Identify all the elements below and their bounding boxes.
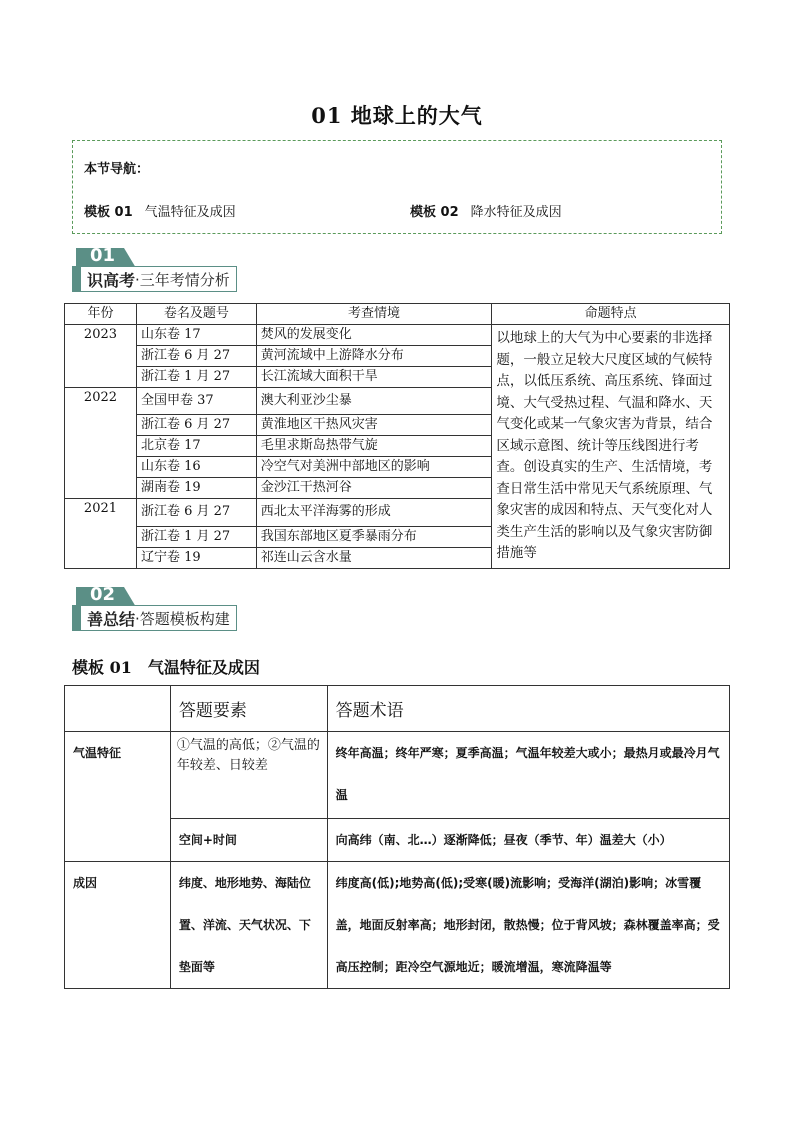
banner-sub-text: ·答题模板构建 [135,609,230,628]
template-table [64,685,730,989]
column-header: 年份 [65,304,137,325]
context-cell: 焚风的发展变化 [256,325,492,346]
feature-cell: 以地球上的大气为中心要素的非选择题，一般立足较大尺度区域的气候特点，以低压系统、高压系统、锋面过境、大气受热过程、气温和降水、天气变化或某一气象灾害为背景，结合区域示意图、统计等压线图进行考查。创设真实的生产、生活情境，考查日常生活中常见天气系统原理、气象灾害的成因和特点、天气变化对人类生产生活的影响以及气象灾害防御措施等 [492,325,730,569]
paper-cell: 山东卷 16 [136,457,256,478]
exam-analysis-table [64,303,730,569]
banner-label [80,266,237,292]
element-cell: 纬度、地形地势、海陆位置、洋流、天气状况、下垫面等 [170,862,327,989]
section-banner-02 [72,584,272,635]
table-header-row [65,686,730,732]
table-row [65,732,730,819]
nav-item-template-02[interactable] [410,201,562,220]
banner-strong-text: 善总结 [87,609,136,629]
banner-number: 01 [90,245,116,266]
nav-item-name: 降水特征及成因 [470,205,562,220]
element-cell: ①气温的高低；②气温的年较差、日较差 [170,732,327,819]
row-label-feature: 气温特征 [65,732,171,862]
paper-cell: 辽宁卷 19 [136,547,256,568]
paper-cell: 浙江卷 1 月 27 [136,367,256,388]
column-header: 命题特点 [492,304,730,325]
context-cell: 西北太平洋海雾的形成 [256,499,492,526]
nav-item-code: 模板 02 [410,205,459,220]
template-code: 模板 01 [72,658,132,677]
navigation-heading: 本节导航： [84,162,150,177]
banner-strong-text: 识高考 [87,270,136,290]
nav-item-code: 模板 01 [84,205,133,220]
paper-cell: 浙江卷 1 月 27 [136,526,256,547]
template-heading [72,655,260,678]
paper-cell: 山东卷 17 [136,325,256,346]
nav-item-template-01[interactable] [84,201,236,220]
context-cell: 祁连山云含水量 [256,547,492,568]
column-header: 答题要素 [170,686,327,732]
paper-cell: 北京卷 17 [136,436,256,457]
context-cell: 我国东部地区夏季暴雨分布 [256,526,492,547]
nav-item-name: 气温特征及成因 [144,205,236,220]
paper-cell: 湖南卷 19 [136,478,256,499]
table-row [65,325,730,346]
column-header: 卷名及题号 [136,304,256,325]
term-cell: 终年高温；终年严寒；夏季高温；气温年较差大或小；最热月或最冷月气温 [327,732,729,819]
paper-cell: 浙江卷 6 月 27 [136,499,256,526]
context-cell: 毛里求斯岛热带气旋 [256,436,492,457]
paper-cell: 浙江卷 6 月 27 [136,415,256,436]
column-header: 答题术语 [327,686,729,732]
column-header: 考查情境 [256,304,492,325]
banner-sub-text: ·三年考情分析 [135,270,230,289]
page-title: 01 地球上的大气 [311,103,483,128]
context-cell: 金沙江干热河谷 [256,478,492,499]
table-header-row [65,304,730,325]
year-cell: 2022 [65,388,137,499]
banner-accent-bar [72,605,80,631]
paper-cell: 全国甲卷 37 [136,388,256,415]
term-cell: 向高纬（南、北…）逐渐降低；昼夜（季节、年）温差大（小） [327,819,729,862]
table-row [65,862,730,989]
banner-label [80,605,237,631]
context-cell: 澳大利亚沙尘暴 [256,388,492,415]
row-label-cause: 成因 [65,862,171,989]
context-cell: 冷空气对美洲中部地区的影响 [256,457,492,478]
year-cell: 2021 [65,499,137,568]
template-name: 气温特征及成因 [147,658,260,677]
context-cell: 黄河流域中上游降水分布 [256,346,492,367]
paper-cell: 浙江卷 6 月 27 [136,346,256,367]
term-cell: 纬度高(低);地势高(低);受寒(暖)流影响；受海洋(湖泊)影响；冰雪覆盖，地面反射率高；地形封闭，散热慢；位于背风坡；森林覆盖率高；受高压控制；距冷空气源地近；暖流增温，寒流降温等 [327,862,729,989]
context-cell: 长江流域大面积干旱 [256,367,492,388]
banner-accent-bar [72,266,80,292]
section-banner-01 [72,245,272,296]
element-cell: 空间+时间 [170,819,327,862]
year-cell: 2023 [65,325,137,388]
banner-number: 02 [90,584,116,605]
column-header [65,686,171,732]
context-cell: 黄淮地区干热风灾害 [256,415,492,436]
